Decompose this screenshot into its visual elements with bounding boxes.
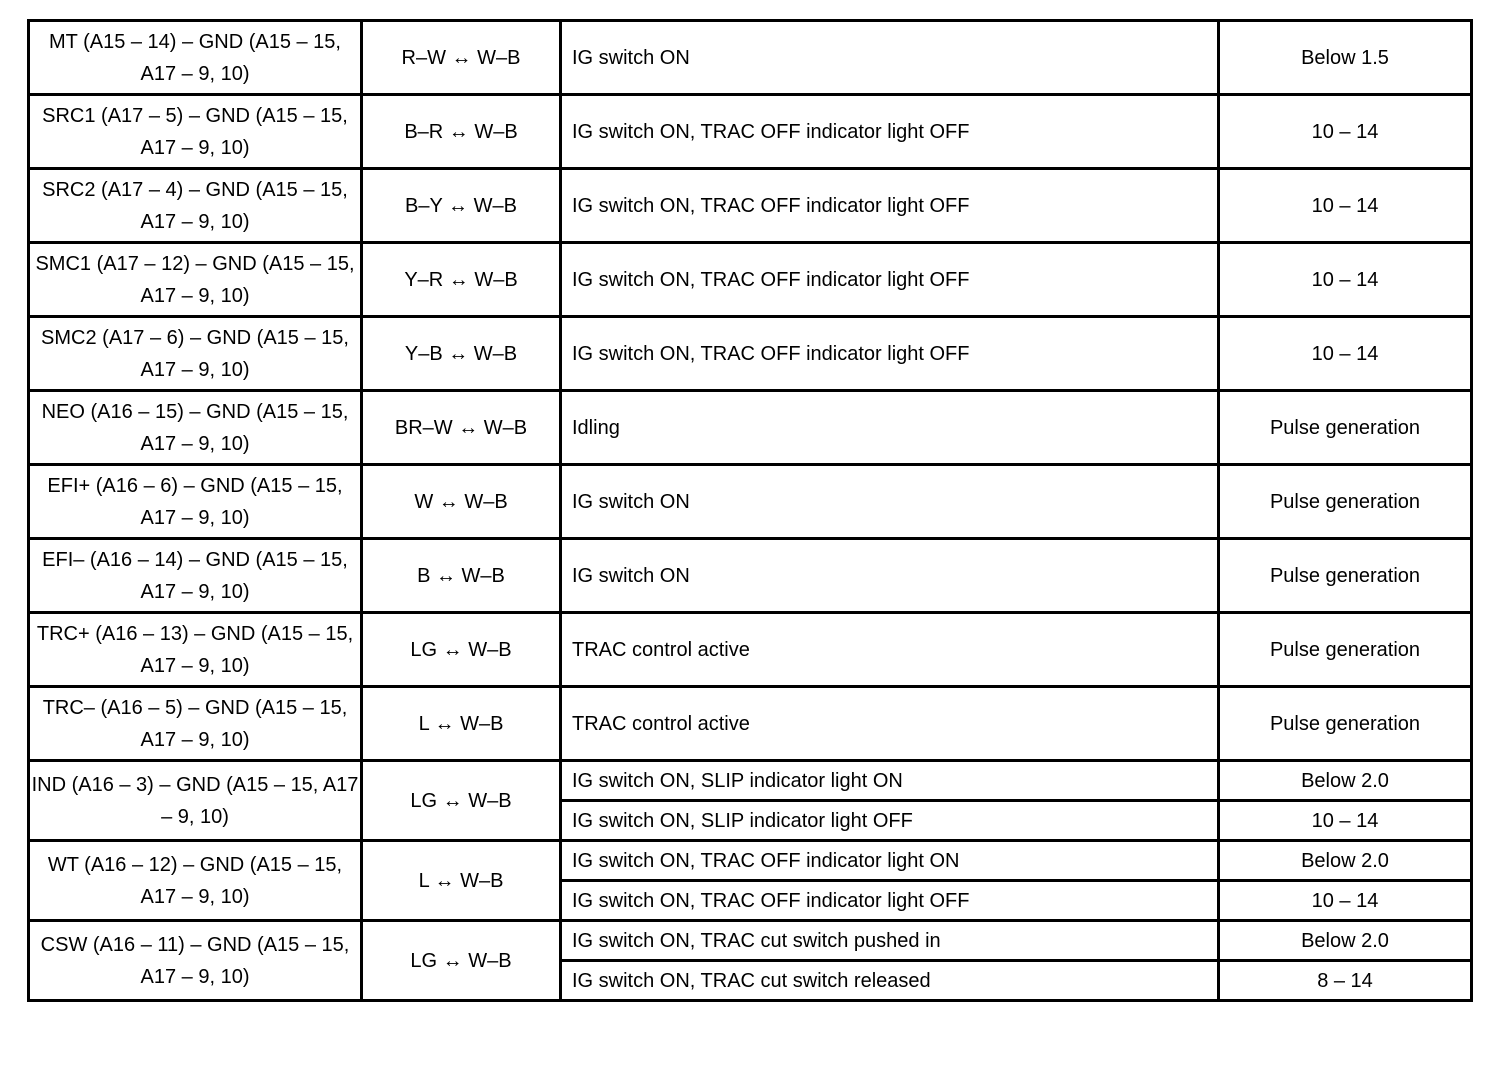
table-row	[29, 465, 1472, 539]
specified-condition-cell: 8 – 14	[1219, 961, 1472, 1001]
terminal-cell: NEO (A16 – 15) – GND (A15 – 15, A17 – 9, 10)	[29, 391, 362, 465]
condition-cell: Idling	[561, 391, 1219, 465]
specified-condition-cell: Below 1.5	[1219, 21, 1472, 95]
specified-condition-cell: Below 2.0	[1219, 841, 1472, 881]
terminal-cell: TRC+ (A16 – 13) – GND (A15 – 15, A17 – 9, 10)	[29, 613, 362, 687]
terminal-voltage-table	[27, 19, 1473, 1002]
wiring-color-cell: B ↔ W–B	[362, 539, 561, 613]
condition-cell: TRAC control active	[561, 687, 1219, 761]
terminal-cell: EFI– (A16 – 14) – GND (A15 – 15, A17 – 9, 10)	[29, 539, 362, 613]
condition-cell: IG switch ON, TRAC cut switch pushed in	[561, 921, 1219, 961]
specified-condition-cell: Pulse generation	[1219, 613, 1472, 687]
table-row	[29, 687, 1472, 761]
wiring-color-cell: L ↔ W–B	[362, 841, 561, 921]
wiring-color-cell: LG ↔ W–B	[362, 613, 561, 687]
specified-condition-cell: 10 – 14	[1219, 801, 1472, 841]
specified-condition-cell: 10 – 14	[1219, 169, 1472, 243]
specified-condition-cell: Below 2.0	[1219, 921, 1472, 961]
wiring-color-cell: Y–R ↔ W–B	[362, 243, 561, 317]
specified-condition-cell: 10 – 14	[1219, 317, 1472, 391]
wiring-color-cell: BR–W ↔ W–B	[362, 391, 561, 465]
table-row	[29, 613, 1472, 687]
specified-condition-cell: Pulse generation	[1219, 391, 1472, 465]
table-row	[29, 95, 1472, 169]
terminal-cell: MT (A15 – 14) – GND (A15 – 15, A17 – 9, 10)	[29, 21, 362, 95]
condition-cell: IG switch ON, SLIP indicator light OFF	[561, 801, 1219, 841]
wiring-color-cell: L ↔ W–B	[362, 687, 561, 761]
table-row	[29, 317, 1472, 391]
table-row	[29, 21, 1472, 95]
condition-cell: IG switch ON, TRAC OFF indicator light OFF	[561, 169, 1219, 243]
specified-condition-cell: Pulse generation	[1219, 539, 1472, 613]
table-row	[29, 841, 1472, 881]
wiring-color-cell: B–Y ↔ W–B	[362, 169, 561, 243]
table-row	[29, 391, 1472, 465]
condition-cell: TRAC control active	[561, 613, 1219, 687]
wiring-color-cell: Y–B ↔ W–B	[362, 317, 561, 391]
specified-condition-cell: Pulse generation	[1219, 465, 1472, 539]
wiring-color-cell: W ↔ W–B	[362, 465, 561, 539]
condition-cell: IG switch ON	[561, 465, 1219, 539]
specified-condition-cell: Below 2.0	[1219, 761, 1472, 801]
condition-cell: IG switch ON, TRAC cut switch released	[561, 961, 1219, 1001]
specified-condition-cell: 10 – 14	[1219, 243, 1472, 317]
terminal-cell: EFI+ (A16 – 6) – GND (A15 – 15, A17 – 9, 10)	[29, 465, 362, 539]
table-row	[29, 761, 1472, 801]
wiring-color-cell: R–W ↔ W–B	[362, 21, 561, 95]
table-row	[29, 539, 1472, 613]
table-row	[29, 243, 1472, 317]
terminal-cell: SRC2 (A17 – 4) – GND (A15 – 15, A17 – 9, 10)	[29, 169, 362, 243]
terminal-cell: SMC2 (A17 – 6) – GND (A15 – 15, A17 – 9, 10)	[29, 317, 362, 391]
terminal-cell: WT (A16 – 12) – GND (A15 – 15, A17 – 9, 10)	[29, 841, 362, 921]
table-row	[29, 169, 1472, 243]
condition-cell: IG switch ON	[561, 539, 1219, 613]
condition-cell: IG switch ON	[561, 21, 1219, 95]
specified-condition-cell: Pulse generation	[1219, 687, 1472, 761]
table-body	[29, 21, 1472, 1001]
terminal-cell: TRC– (A16 – 5) – GND (A15 – 15, A17 – 9, 10)	[29, 687, 362, 761]
specified-condition-cell: 10 – 14	[1219, 95, 1472, 169]
terminal-cell: SRC1 (A17 – 5) – GND (A15 – 15, A17 – 9, 10)	[29, 95, 362, 169]
condition-cell: IG switch ON, TRAC OFF indicator light OFF	[561, 243, 1219, 317]
specified-condition-cell: 10 – 14	[1219, 881, 1472, 921]
wiring-color-cell: B–R ↔ W–B	[362, 95, 561, 169]
terminal-cell: IND (A16 – 3) – GND (A15 – 15, A17 – 9, 10)	[29, 761, 362, 841]
condition-cell: IG switch ON, TRAC OFF indicator light OFF	[561, 317, 1219, 391]
condition-cell: IG switch ON, TRAC OFF indicator light OFF	[561, 95, 1219, 169]
terminal-cell: CSW (A16 – 11) – GND (A15 – 15, A17 – 9, 10)	[29, 921, 362, 1001]
wiring-color-cell: LG ↔ W–B	[362, 761, 561, 841]
terminal-cell: SMC1 (A17 – 12) – GND (A15 – 15, A17 – 9, 10)	[29, 243, 362, 317]
condition-cell: IG switch ON, SLIP indicator light ON	[561, 761, 1219, 801]
condition-cell: IG switch ON, TRAC OFF indicator light OFF	[561, 881, 1219, 921]
wiring-color-cell: LG ↔ W–B	[362, 921, 561, 1001]
condition-cell: IG switch ON, TRAC OFF indicator light ON	[561, 841, 1219, 881]
table-row	[29, 921, 1472, 961]
